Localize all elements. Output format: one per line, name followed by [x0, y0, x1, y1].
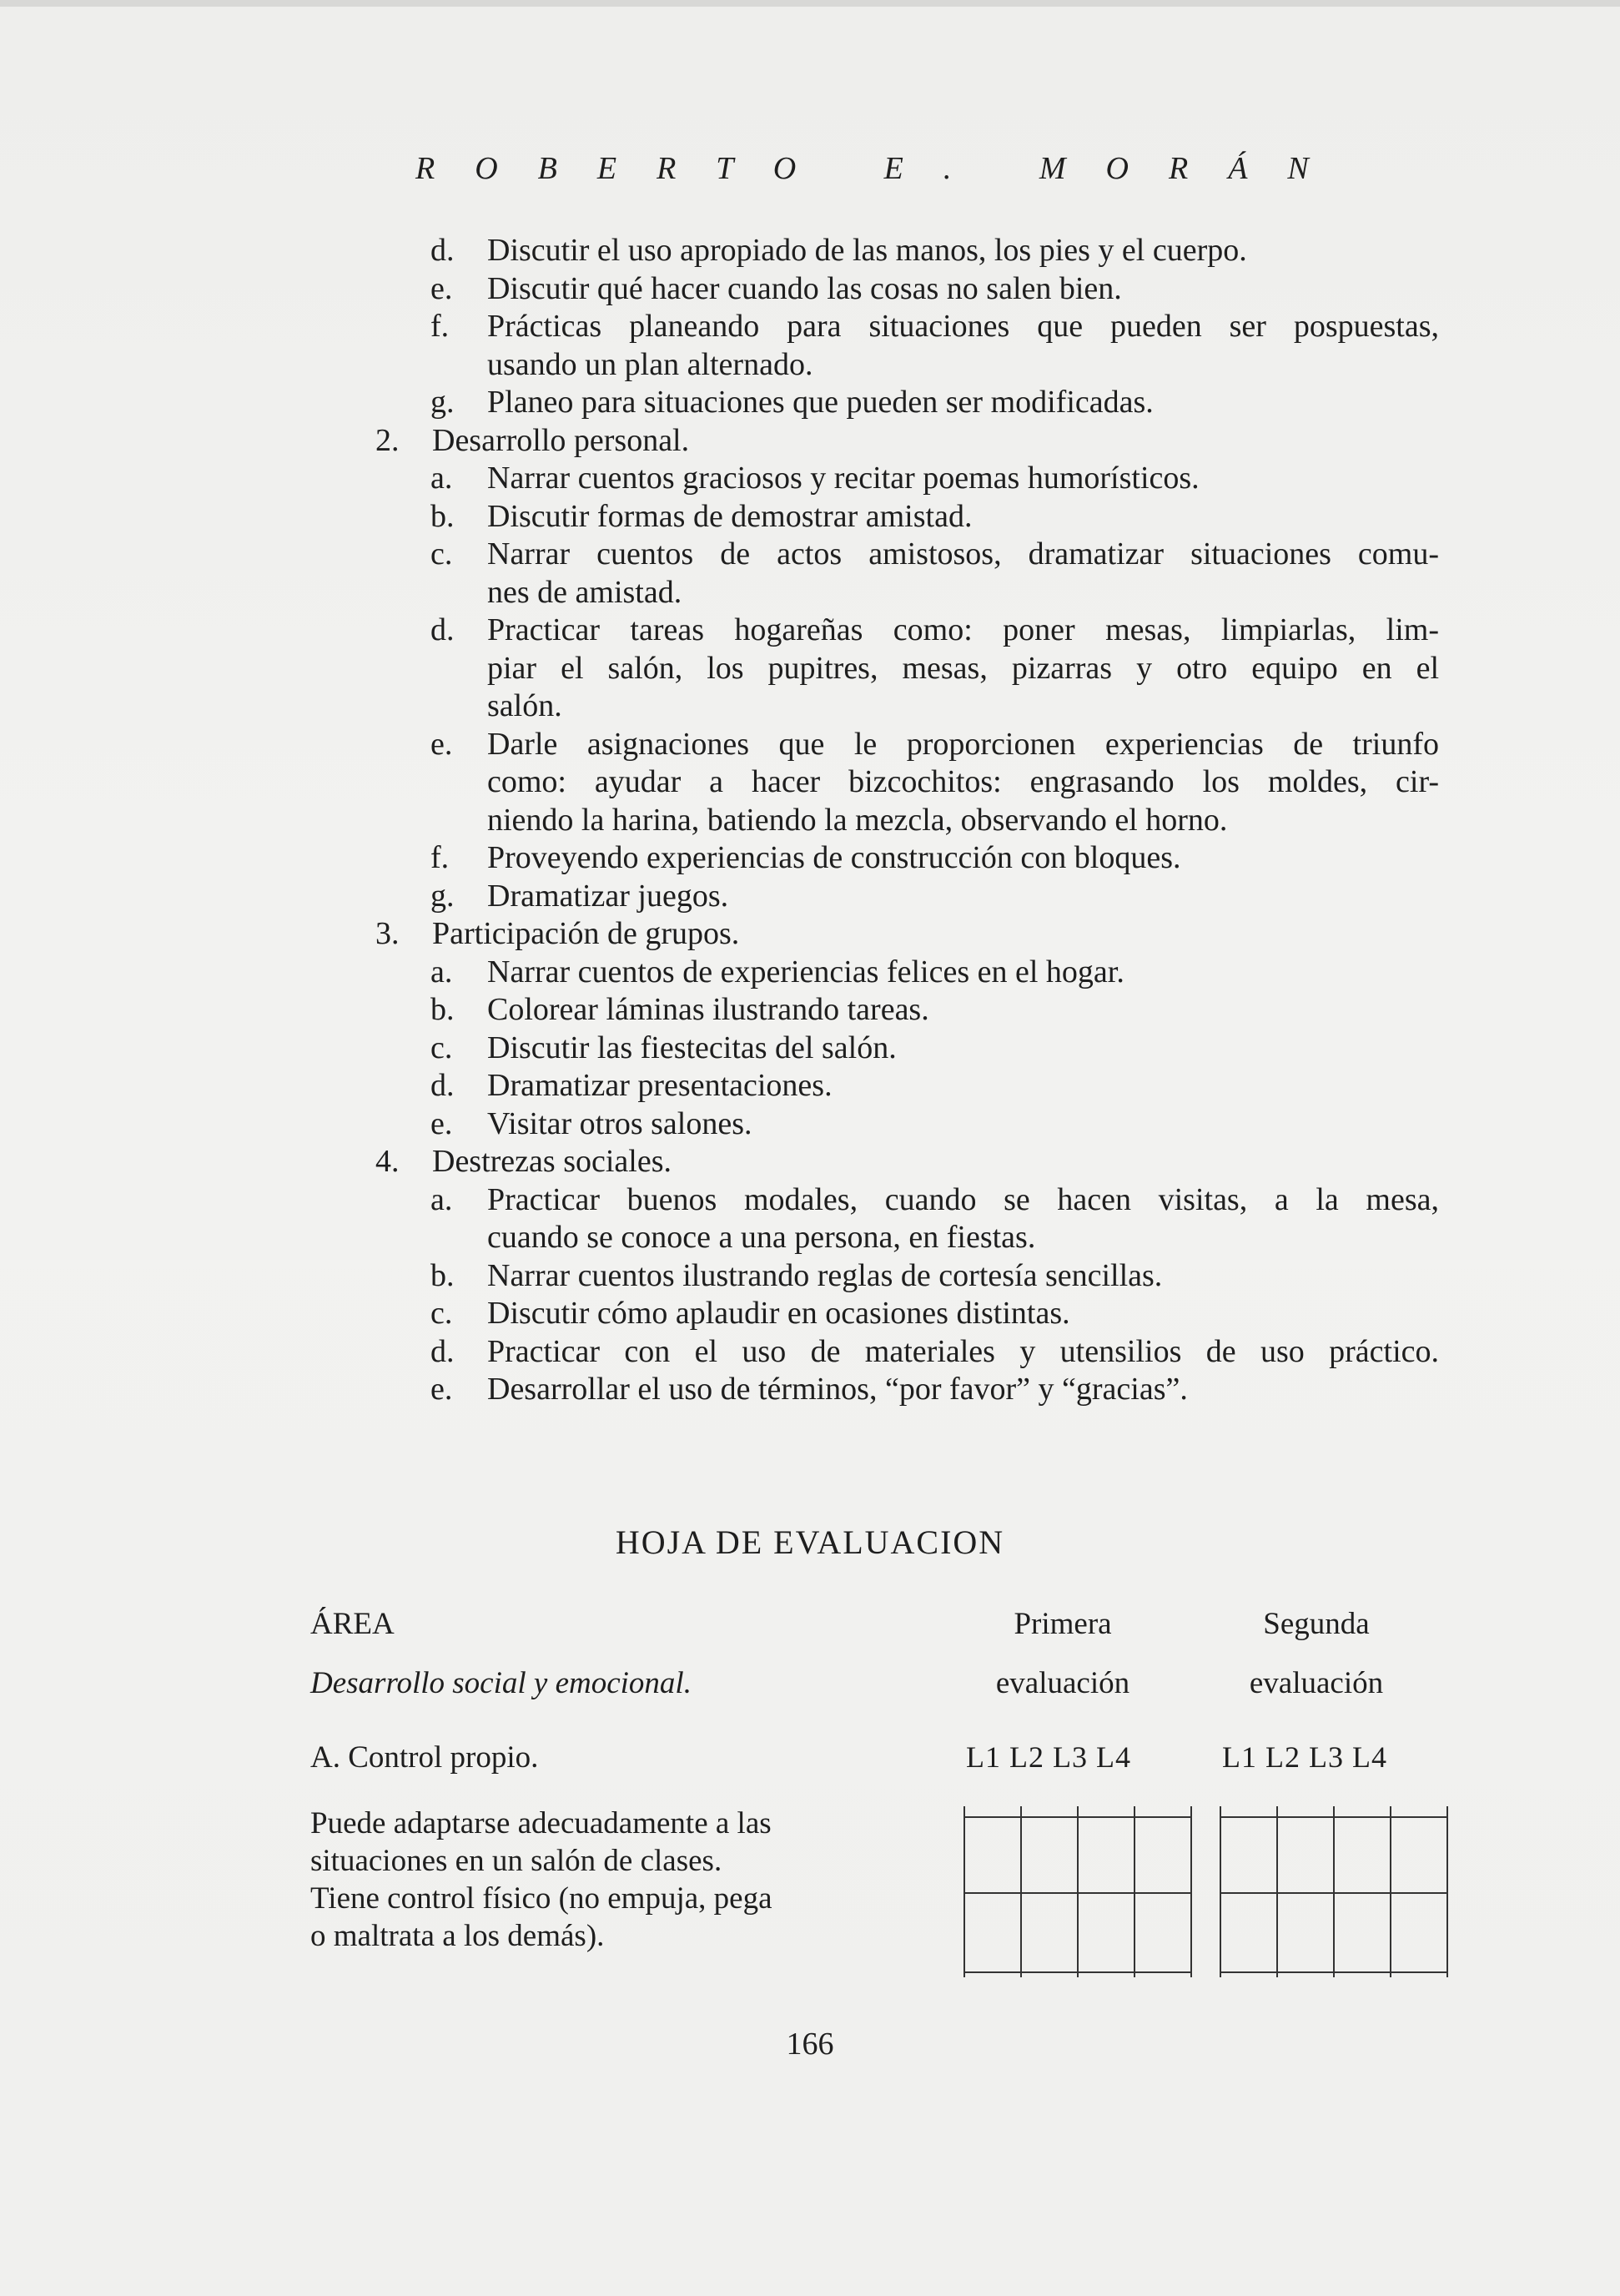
list-item-text: nes de amistad.	[487, 574, 682, 610]
list-item-label: b.	[430, 1257, 455, 1293]
list-item	[367, 308, 1439, 346]
list-item	[367, 1105, 1439, 1144]
second-eval-heading-1: Segunda	[1263, 1607, 1370, 1641]
list-item-text: Dramatizar presentaciones.	[487, 1068, 833, 1103]
list-item-continuation	[367, 574, 1439, 612]
list-item-text: Discutir qué hacer cuando las cosas no salen bien.	[487, 270, 1122, 306]
list-item	[367, 1295, 1439, 1333]
list-item	[367, 726, 1439, 764]
criteria-line: situaciones en un salón de clases.	[310, 1844, 722, 1878]
list-item-label: 4.	[375, 1144, 400, 1179]
first-eval-levels: L1 L2 L3 L4	[966, 1740, 1131, 1774]
list-item-text: Discutir cómo aplaudir en ocasiones distintas.	[487, 1296, 1070, 1331]
list-item-text: salón.	[487, 688, 562, 723]
list-item	[367, 612, 1439, 650]
list-item-continuation	[367, 346, 1439, 385]
list-item-text: niendo la harina, batiendo la mezcla, observando el horno.	[487, 802, 1228, 838]
first-eval-heading-2: evaluación	[995, 1666, 1130, 1700]
list-item-text: Prácticas planeando para situaciones que pueden ser pospuestas,	[487, 309, 1439, 344]
area-name: Desarrollo social y emocional.	[310, 1666, 692, 1700]
list-item-label: 3.	[375, 916, 400, 951]
list-item-text: Destrezas sociales.	[432, 1144, 672, 1179]
list-item-continuation	[367, 763, 1439, 802]
list-item	[367, 954, 1439, 992]
list-item	[367, 384, 1439, 422]
page-number: 166	[786, 2027, 834, 2062]
list-item-text: Practicar con el uso de materiales y utensilios de uso práctico.	[487, 1333, 1439, 1369]
list-item	[367, 270, 1439, 309]
list-item-text: Desarrollar el uso de términos, “por favor” y “gracias”.	[487, 1372, 1188, 1407]
list-item-text: Practicar buenos modales, cuando se hacen visitas, a la mesa,	[487, 1181, 1439, 1217]
list-item	[367, 839, 1439, 878]
list-item	[367, 991, 1439, 1030]
list-item-text: Visitar otros salones.	[487, 1105, 752, 1141]
list-item	[367, 1181, 1439, 1220]
list-item-label: e.	[430, 1372, 453, 1407]
list-item-label: c.	[430, 536, 453, 571]
list-item	[367, 1030, 1439, 1068]
list-item-label: b.	[430, 498, 455, 534]
list-item-continuation	[367, 687, 1439, 726]
evaluation-title: HOJA DE EVALUACION	[615, 1523, 1005, 1561]
list-item-continuation	[367, 1219, 1439, 1257]
list-item-label: c.	[430, 1030, 453, 1065]
list-item-text: Proveyendo experiencias de construcción con bloques.	[487, 840, 1181, 875]
list-item-label: a.	[430, 1181, 453, 1217]
list-item-label: e.	[430, 726, 453, 762]
list-item-label: a.	[430, 461, 453, 496]
section-text: A. Control propio.	[310, 1740, 539, 1775]
list-item-label: d.	[430, 233, 455, 268]
list-item	[367, 1371, 1439, 1409]
list-item	[367, 915, 1439, 954]
list-item-text: Practicar tareas hogareñas como: poner mesas, limpiarlas, lim-	[487, 612, 1439, 647]
list-item	[367, 422, 1439, 461]
list-item	[367, 878, 1439, 916]
second-eval-heading-2: evaluación	[1249, 1666, 1384, 1700]
list-item	[367, 1333, 1439, 1372]
list-item-text: Discutir el uso apropiado de las manos, los pies y el cuerpo.	[487, 233, 1247, 268]
list-item-label: c.	[430, 1296, 453, 1331]
list-item-text: Colorear láminas ilustrando tareas.	[487, 992, 929, 1027]
list-item-text: cuando se conoce a una persona, en fiestas.	[487, 1220, 1036, 1255]
list-item-text: Discutir formas de demostrar amistad.	[487, 498, 973, 534]
list-item-text: piar el salón, los pupitres, mesas, pizarras y otro equipo en el	[487, 650, 1439, 686]
first-eval-heading-1: Primera	[1014, 1607, 1112, 1641]
list-item	[367, 498, 1439, 536]
list-item	[367, 1257, 1439, 1296]
list-item-continuation	[367, 650, 1439, 688]
list-item-text: Darle asignaciones que le proporcionen experiencias de triunfo	[487, 726, 1439, 762]
list-item-label: d.	[430, 1068, 455, 1103]
activity-list	[367, 232, 1439, 1409]
list-item-label: e.	[430, 1105, 453, 1141]
list-item-text: Narrar cuentos de experiencias felices en el hogar.	[487, 954, 1124, 989]
list-item	[367, 460, 1439, 498]
list-item-label: a.	[430, 954, 453, 989]
list-item-text: Desarrollo personal.	[432, 422, 690, 458]
second-eval-levels: L1 L2 L3 L4	[1222, 1740, 1387, 1774]
list-item-label: e.	[430, 270, 453, 306]
list-item-text: Narrar cuentos graciosos y recitar poemas humorísticos.	[487, 461, 1200, 496]
list-item-label: d.	[430, 612, 455, 647]
area-label: ÁREA	[310, 1607, 395, 1641]
list-item-text: usando un plan alternado.	[487, 346, 813, 382]
list-item-label: 2.	[375, 422, 400, 458]
running-header: ROBERTO E. MORÁN	[415, 151, 1349, 186]
list-item	[367, 1067, 1439, 1105]
list-item-text: Narrar cuentos de actos amistosos, dramatizar situaciones comu-	[487, 536, 1439, 571]
list-item-text: como: ayudar a hacer bizcochitos: engrasando los moldes, cir-	[487, 764, 1439, 799]
list-item-label: f.	[430, 840, 450, 875]
list-item-text: Discutir las fiestecitas del salón.	[487, 1030, 897, 1065]
list-item	[367, 232, 1439, 270]
list-item-label: f.	[430, 309, 450, 344]
page-top-edge	[0, 0, 1620, 7]
list-item-text: Dramatizar juegos.	[487, 878, 729, 914]
list-item-text: Planeo para situaciones que pueden ser modificadas.	[487, 385, 1154, 420]
criteria-line: Tiene control físico (no empuja, pega	[310, 1881, 772, 1916]
criteria-line: Puede adaptarse adecuadamente a las	[310, 1806, 772, 1840]
list-item-label: g.	[430, 385, 455, 420]
list-item-text: Participación de grupos.	[432, 916, 740, 951]
list-item	[367, 536, 1439, 574]
criteria-block	[310, 1805, 772, 1955]
section-heading	[310, 1740, 538, 1775]
list-item	[367, 1143, 1439, 1181]
list-item-label: b.	[430, 992, 455, 1027]
list-item-continuation	[367, 802, 1439, 840]
list-item-label: g.	[430, 878, 455, 914]
list-item-label: d.	[430, 1333, 455, 1369]
list-item-text: Narrar cuentos ilustrando reglas de cortesía sencillas.	[487, 1257, 1163, 1293]
criteria-line: o maltrata a los demás).	[310, 1919, 605, 1953]
